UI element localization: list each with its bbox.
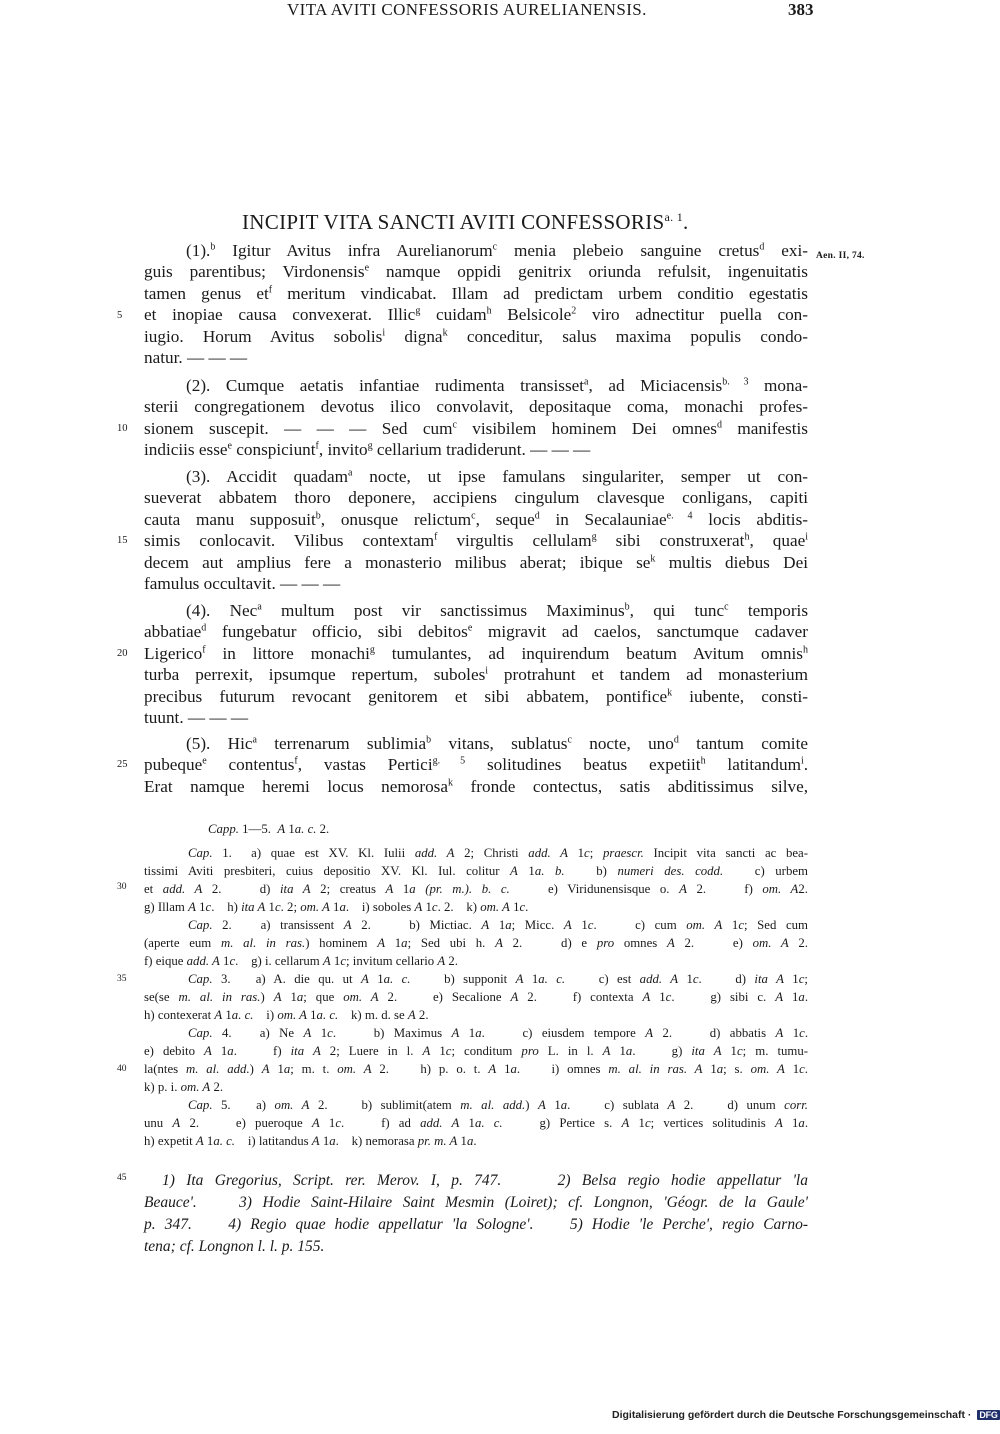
footnote-line: p. 347. 4) Regio quae hodie appellatur 'la Sologne'. 5) Hodie 'le Perche', regio Carno-: [144, 1216, 808, 1233]
apparatus-line: Cap. 5. a) om. A 2. b) sublimit(atem m. al. add.) A 1a. c) sublata A 2. d) unum corr.: [188, 1098, 808, 1112]
apparatus-line: se(se m. al. in ras.) A 1a; que om. A 2. e) Secalione A 2. f) contexta A 1c. g) sibi c. A 1a.: [144, 990, 809, 1004]
margin-note: Aen. II, 74.: [816, 251, 865, 261]
footer-text: Digitalisierung gefördert durch die Deutsche Forschungsgemeinschaft: [612, 1409, 965, 1421]
line-number: 40: [117, 1064, 127, 1074]
text-line: precibus futurum revocant genitorem et sibi abbatem, pontifice$^k$ iubente, consti-: [144, 687, 808, 706]
page-number: 383: [788, 0, 814, 19]
dfg-logo: DFG: [979, 1410, 998, 1420]
text-line: pubeque$^e$ contentus$^f$, vastas Pertici$^{g. 5}$ solitudines beatus expetiit$^h$ latitandum$^i$.: [144, 755, 809, 774]
text-line: tuunt. — — —: [144, 708, 249, 727]
text-line: turba perrexit, ipsumque repertum, suboles$^i$ protrahunt et tandem ad monasterium: [144, 665, 808, 684]
line-number: 15: [117, 535, 128, 546]
apparatus-line: g) Illam A 1c. h) ita A 1c. 2; om. A 1a. i) soboles A 1c. 2. k) om. A 1c.: [144, 900, 529, 914]
text-line: (5). Hic$^a$ terrenarum sublimia$^b$ vitans, sublatus$^c$ nocte, uno$^d$ tantum comite: [186, 734, 808, 753]
text-line: sionem suscepit. — — — Sed cum$^c$ visibilem hominem Dei omnes$^d$ manifestis: [144, 419, 808, 438]
apparatus-line: h) contexerat A 1a. c. i) om. A 1a. c. k) m. d. se A 2.: [144, 1008, 429, 1022]
text-line: Ligerico$^f$ in littore monachi$^g$ tumulantes, ad inquirendum beatum Avitum omnis$^h$: [144, 644, 808, 663]
apparatus-line: k) p. i. om. A 2.: [144, 1080, 224, 1094]
footnote-line: Beauce'. 3) Hodie Saint-Hilaire Saint Mesmin (Loiret); cf. Longnon, 'Géogr. de la Gaule': [144, 1194, 808, 1211]
text-line: abbatiae$^d$ fungebatur officio, sibi debitos$^e$ migravit ad caelos, sanctumque cadaver: [144, 622, 808, 641]
text-line: sterii congregationem devotus ilico convolavit, depositaque coma, monachi profes-: [144, 397, 808, 416]
text-line: (3). Accidit quadam$^a$ nocte, ut ipse famulans singulariter, semper ut con-: [186, 467, 809, 486]
running-head: [0, 0, 1000, 24]
text-line: guis parentibus; Virdonensis$^e$ namque oppidi genitrix oriunda refulsit, ingenuitatis: [144, 262, 808, 281]
text-line: et inopiae causa convexerat. Illic$^g$ cuidam$^h$ Belsicole$^2$ viro adnectitur puella con-: [144, 305, 808, 324]
running-title: VITA AVITI CONFESSORIS AURELIANENSIS.: [287, 0, 647, 19]
text-line: cauta manu supposuit$^b$, onusque relictum$^c$, seque$^d$ in Secalauniae$^{e. 4}$ locis abditis-: [144, 510, 808, 529]
line-number: 25: [117, 759, 128, 770]
heading-sup: a. 1: [664, 210, 684, 224]
text-line: Erat namque heremi locus nemorosa$^k$ fronde contectus, satis abditissimus silve,: [144, 777, 808, 796]
apparatus-line: la(ntes m. al. add.) A 1a; m. t. om. A 2. h) p. o. t. A 1a. i) omnes m. al. in ras. A 1a; s. om. A 1c.: [144, 1062, 808, 1076]
text-line: sueverat abbatem thoro deponere, accipiens cingulum clavesque conligans, capiti: [144, 488, 808, 507]
line-number: 10: [117, 423, 128, 434]
apparatus-line: unu A 2. e) pueroque A 1c. f) ad add. A 1a. c. g) Pertice s. A 1c; vertices solitudinis A 1a.: [144, 1116, 809, 1130]
line-number: 5: [117, 310, 123, 321]
apparatus-line: Cap. 1. a) quae est XV. Kl. Iulii add. A 2; Christi add. A 1c; praescr. Incipit vita sancti ac bea-: [188, 846, 809, 860]
text-line: (2). Cumque aetatis infantiae rudimenta transisset$^a$, ad Miciacensis$^{b. 3}$ mona-: [186, 376, 808, 395]
line-number: 20: [117, 648, 128, 659]
text-line: indiciis esse$^e$ conspiciunt$^f$, invito$^g$ cellarium tradiderunt. — — —: [144, 440, 591, 459]
apparatus-capps: Capp. 1—5. A 1a. c. 2.: [208, 822, 330, 836]
text-line: (4). Nec$^a$ multum post vir sanctissimus Maximinus$^b$, qui tunc$^c$ temporis: [186, 601, 809, 620]
apparatus-line: Cap. 3. a) A. die qu. ut A 1a. c. b) supponit A 1a. c. c) est add. A 1c. d) ita A 1c;: [188, 972, 808, 986]
text-line: decem aut amplius fere a monasterio milibus aberat; ibique $se^k$ multis diebus Dei: [144, 553, 808, 572]
apparatus-line: e) debito A 1a. f) ita A 2; Luere in l. A 1c; conditum pro L. in l. A 1a. g) ita A 1c; m. tumu-: [144, 1044, 809, 1058]
apparatus-line: f) eique add. A 1c. g) i. cellarum A 1c; invitum cellario A 2.: [144, 954, 458, 968]
heading-end: .: [683, 210, 689, 234]
text-line: iugio. Horum Avitus sobolis$^i$ digna$^k$ conceditur, salus maxima populis condo-: [144, 327, 808, 346]
apparatus-line: Cap. 4. a) Ne A 1c. b) Maximus A 1a. c) eiusdem tempore A 2. d) abbatis A 1c.: [188, 1026, 809, 1040]
text-line: simis conlocavit. Vilibus contextam$^f$ virgultis cellulam$^g$ sibi construxerat$^h$, quae$^i$: [144, 531, 808, 550]
line-number: 45: [117, 1173, 127, 1183]
line-number: 30: [117, 882, 127, 892]
apparatus-line: tissimi Aviti presbiteri, cuius depositio XV. Kl. Iul. colitur A 1a. b. b) numeri des. codd. c) urbem: [144, 864, 808, 878]
apparatus-line: h) expetit A 1a. c. i) latitandus A 1a. k) nemorasa pr. m. A 1a.: [144, 1134, 477, 1148]
text-line: tamen genus $et^f$ meritum vindicabat. Illam ad predictam urbem conditio egestatis: [144, 284, 808, 303]
text-line: famulus occultavit. — — —: [144, 574, 341, 593]
digitization-footer: Digitalisierung gefördert durch die Deutsche Forschungsgemeinschaft · DFG: [612, 1409, 998, 1421]
text-line: (1).$^b$ Igitur Avitus infra Aurelianorum$^c$ menia plebeio sanguine cretus$^d$ exi-: [186, 241, 808, 260]
apparatus-line: Cap. 2. a) transissent A 2. b) Mictiac. A 1a; Micc. A 1c. c) cum om. A 1c; Sed cum: [188, 918, 809, 932]
apparatus-line: (aperte eum m. al. in ras.) hominem A 1a; Sed ubi h. A 2. d) e pro omnes A 2. e) om. A 2.: [144, 936, 809, 950]
footnote-line: 1) Ita Gregorius, Script. rer. Merov. I, p. 747. 2) Belsa regio hodie appellatur 'la: [162, 1172, 808, 1189]
apparatus-line: et add. A 2. d) ita A 2; creatus A 1a (pr. m.). b. c. e) Viridunensisque o. A 2. f) om. A2.: [144, 882, 808, 896]
chapter-heading: [242, 210, 689, 235]
footnote-line: tena; cf. Longnon l. l. p. 155.: [144, 1238, 325, 1255]
heading-text: INCIPIT VITA SANCTI AVITI CONFESSORIS: [242, 210, 665, 234]
text-line: natur. — — —: [144, 348, 248, 367]
line-number: 35: [117, 974, 127, 984]
